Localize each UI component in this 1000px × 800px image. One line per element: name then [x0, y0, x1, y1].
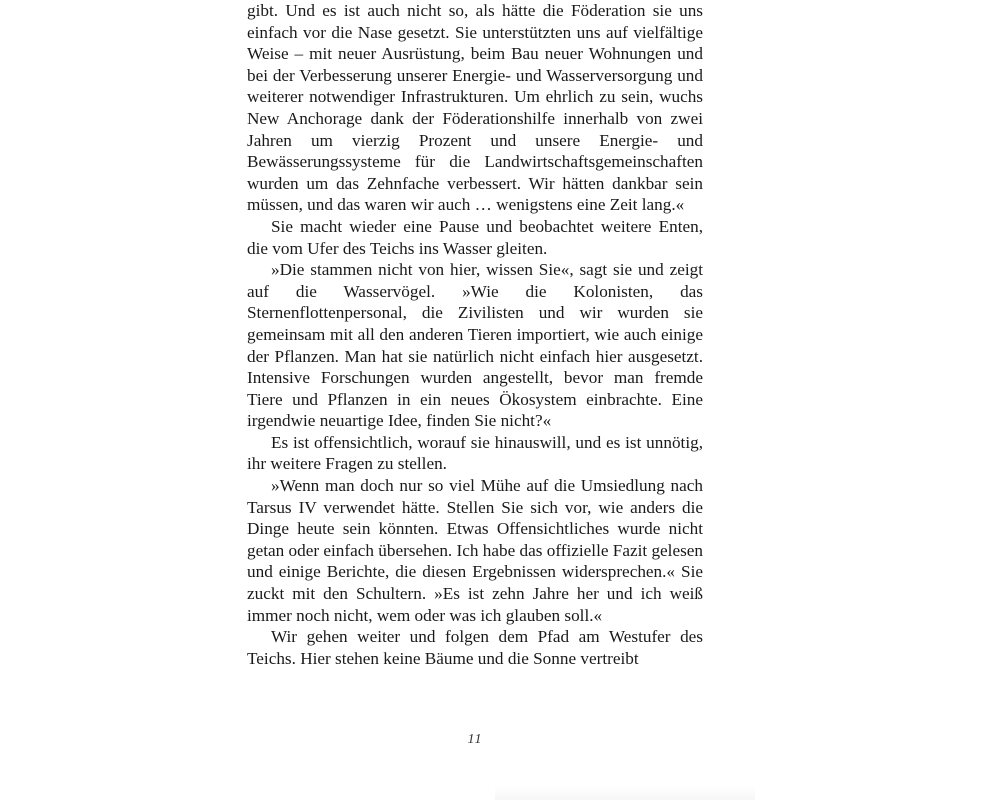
paragraph: Es ist offensichtlich, worauf sie hinauswill, und es ist unnötig, ihr weitere Fragen zu stellen. — [247, 432, 703, 474]
paragraph: gibt. Und es ist auch nicht so, als hätte die Föderation sie uns einfach vor die Nase gesetzt. Sie unterstützten uns auf vielfältige Weise – mit neuer Ausrüstung, beim Bau neuer Wohnungen und bei der Verbesserung unserer Energie- und Wasserversorgung und weiterer notwendiger Infrastrukturen. Um ehrlich zu sein, wuchs New Anchorage dank der Föderationshilfe innerhalb von zwei Jahren um vierzig Prozent und unsere Energie- und Bewässerungssysteme für die Landwirtschaftsgemeinschaften wurden um das Zehnfache verbessert. Wir hätten dankbar sein müssen, und das waren wir auch … wenigstens eine Zeit lang.« — [247, 1, 703, 215]
paragraph: »Wenn man doch nur so viel Mühe auf die Umsiedlung nach Tarsus IV verwendet hätte. Stellen Sie sich vor, wie anders die Dinge heute sein könnten. Etwas Offensichtliches wurde nicht getan oder einfach übersehen. Ich habe das offizielle Fazit gelesen und einige Berichte, die diesen Ergebnissen widersprechen.« Sie zuckt mit den Schultern. »Es ist zehn Jahre her und ich weiß immer noch nicht, wem oder was ich glauben soll.« — [247, 476, 703, 625]
page-edge-shadow — [495, 786, 755, 800]
page-number: 11 — [467, 732, 483, 747]
paragraph: Sie macht wieder eine Pause und beobachtet weitere Enten, die vom Ufer des Teichs ins Wasser gleiten. — [247, 216, 703, 258]
book-page — [247, 0, 703, 747]
paragraph: »Die stammen nicht von hier, wissen Sie«, sagt sie und zeigt auf die Wasservögel. »Wie die Kolonisten, das Sternenflottenpersonal, die Zivilisten und wir wurden sie gemeinsam mit all den anderen Tieren importiert, wie auch einige der Pflanzen. Man hat sie natürlich nicht einfach hier ausgesetzt. Intensive Forschungen wurden angestellt, bevor man fremde Tiere und Pflanzen in ein neues Ökosystem einbrachte. Eine irgendwie neuartige Idee, finden Sie nicht?« — [247, 260, 703, 431]
paragraph: Wir gehen weiter und folgen dem Pfad am Westufer des Teichs. Hier stehen keine Bäume und die Sonne vertreibt — [247, 627, 703, 668]
page-body — [247, 0, 703, 669]
